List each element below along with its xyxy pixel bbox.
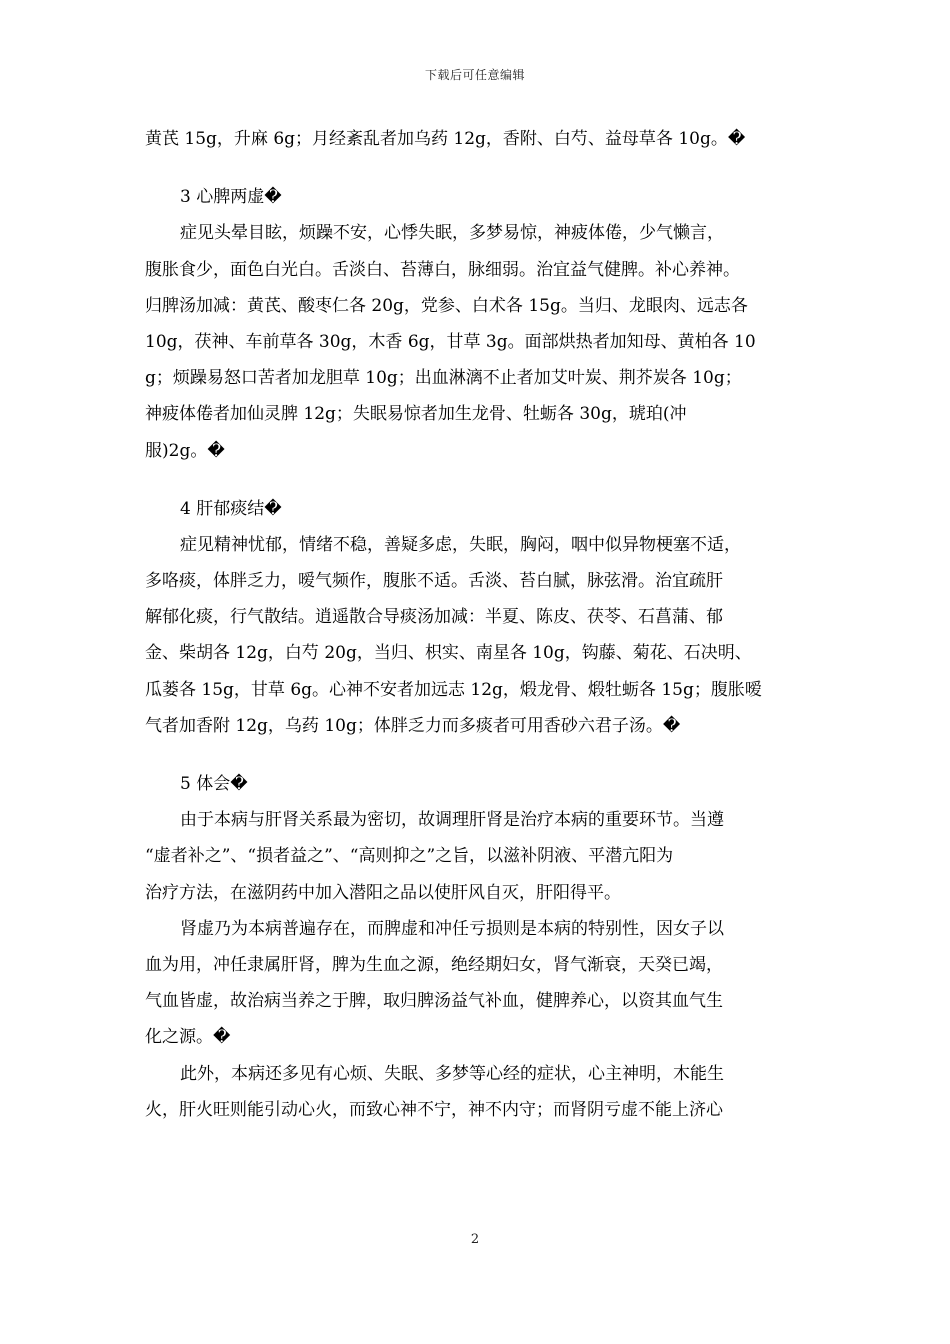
paragraph-gap [145, 469, 815, 491]
body-line: 瓜蒌各 15g，甘草 6g。心神不安者加远志 12g，煅龙骨、煅牡蛎各 15g；腹胀嗳 [145, 679, 762, 700]
body-line: 多咯痰，体胖乏力，嗳气频作，腹胀不适。舌淡、苔白腻，脉弦滑。治宜疏肝 [145, 571, 723, 592]
section-heading: 5 体会� [180, 774, 248, 794]
document-body [145, 121, 815, 1128]
page-header: 下载后可任意编辑 [424, 68, 525, 82]
body-line: 气血皆虚，故治病当养之于脾，取归脾汤益气补血，健脾养心，以资其血气生 [145, 991, 723, 1012]
body-line: 症见精神忧郁，情绪不稳，善疑多虑，失眠，胸闷，咽中似异物梗塞不适， [180, 534, 741, 555]
body-line: g；烦躁易怒口苦者加龙胆草 10g；出血淋漓不止者加艾叶炭、荆芥炭各 10g； [145, 368, 742, 389]
body-line: 火，肝火旺则能引动心火，而致心神不宁，神不内守；而肾阴亏虚不能上济心 [145, 1099, 723, 1120]
body-line: “虚者补之”、“损者益之”、“高则抑之”之旨，以滋补阴液、平潜亢阳为 [145, 846, 674, 867]
body-line: 治疗方法，在滋阴药中加入潜阳之品以使肝风自灭，肝阳得平。 [145, 882, 621, 903]
body-line: 由于本病与肝肾关系最为密切，故调理肝肾是治疗本病的重要环节。当遵 [180, 810, 724, 831]
body-line: 症见头晕目眩，烦躁不安，心悸失眠，多梦易惊，神疲体倦，少气懒言， [180, 223, 724, 244]
paragraph-gap [145, 744, 815, 766]
body-line: 肾虚乃为本病普遍存在，而脾虚和冲任亏损则是本病的特别性，因女子以 [180, 918, 724, 939]
body-line: 腹胀食少，面色白光白。舌淡白、苔薄白，脉细弱。治宜益气健脾。补心养神。 [145, 259, 740, 280]
body-line: 血为用，冲任隶属肝肾，脾为生血之源，绝经期妇女，肾气渐衰，天癸已竭， [145, 954, 723, 975]
body-line: 归脾汤加减：黄芪、酸枣仁各 20g，党参、白术各 15g。当归、龙眼肉、远志各 [145, 295, 748, 316]
body-line: 黄芪 15g，升麻 6g；月经紊乱者加乌药 12g，香附、白芍、益母草各 10g。� [145, 129, 746, 149]
page-number: 2 [470, 1232, 480, 1247]
body-line: 服)2g。� [145, 440, 225, 461]
body-line: 化之源。� [145, 1027, 231, 1048]
body-line: 10g，茯神、车前草各 30g，木香 6g，甘草 3g。面部烘热者加知母、黄柏各 10 [145, 331, 756, 352]
body-line: 解郁化痰，行气散结。逍遥散合导痰汤加减：半夏、陈皮、茯苓、石菖蒲、郁 [145, 607, 723, 628]
paragraph-gap [145, 157, 815, 179]
body-line: 神疲体倦者加仙灵脾 12g；失眠易惊者加生龙骨、牡蛎各 30g，琥珀(冲 [145, 404, 687, 425]
body-line: 此外，本病还多见有心烦、失眠、多梦等心经的症状，心主神明，木能生 [180, 1063, 724, 1084]
body-line: 金、柴胡各 12g，白芍 20g，当归、枳实、南星各 10g，钩藤、菊花、石决明、 [145, 643, 752, 664]
body-line: 气者加香附 12g，乌药 10g；体胖乏力而多痰者可用香砂六君子汤。� [145, 715, 681, 736]
section-heading: 4 肝郁痰结� [180, 498, 282, 519]
section-heading: 3 心脾两虚� [180, 187, 282, 208]
